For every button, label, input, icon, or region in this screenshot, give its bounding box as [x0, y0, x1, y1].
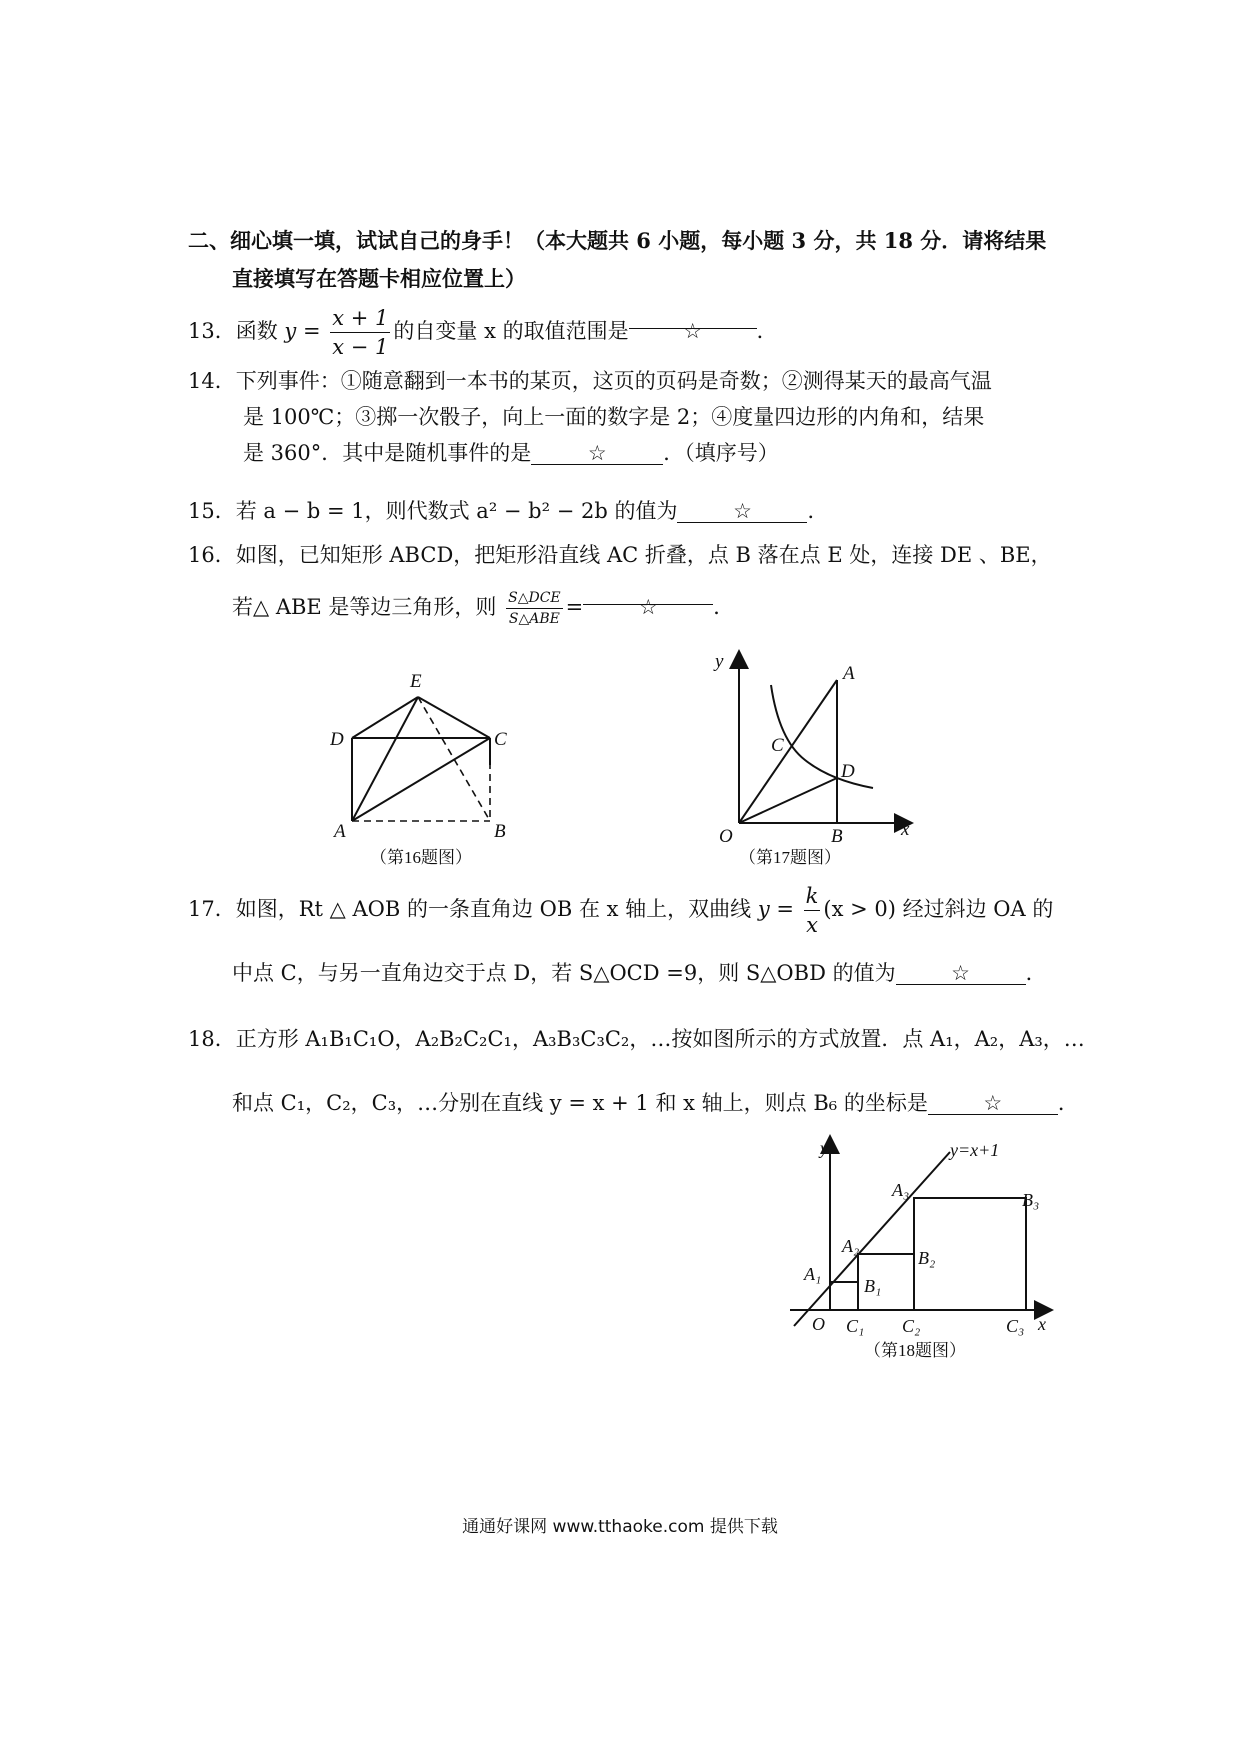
- fig18-label-A1: A₁: [804, 1264, 822, 1284]
- fig16-seg-EC: [418, 697, 490, 738]
- fig18-label-A2: A₂: [842, 1236, 860, 1256]
- fig18-label-y: y: [820, 1138, 828, 1158]
- fig18-label-A3: A₃: [892, 1180, 910, 1200]
- fig18-square-1: [830, 1282, 858, 1310]
- fig17-label-B: B: [831, 826, 843, 847]
- q17-line1-pre: 17．如图，Rt △ AOB 的一条直角边 OB 在 x 轴上，双曲线: [188, 897, 752, 921]
- q17-line2: [232, 958, 1047, 988]
- q16-answer-blank[interactable]: ☆: [583, 578, 713, 605]
- q18-answer-blank[interactable]: ☆: [928, 1088, 1058, 1115]
- fig18-label-C1: C₁: [846, 1316, 865, 1336]
- q13-fraction: [330, 304, 390, 361]
- q18-line1: 18．正方形 A₁B₁C₁O，A₂B₂C₂C₁，A₃B₃C₃C₂，…按如图所示的方式放置．点 A₁，A₂，A₃，…: [188, 1027, 1085, 1051]
- fig16-label-A: A: [334, 821, 346, 842]
- q13-frac-num: x + 1: [330, 304, 390, 333]
- fig18-label-C3: C₃: [1006, 1316, 1025, 1336]
- q16-end: ．: [713, 595, 735, 619]
- fig18-line-y-eq-x-plus-1: [794, 1152, 950, 1326]
- fig16-label-C: C: [494, 729, 507, 750]
- q14-answer-blank[interactable]: ☆: [531, 438, 663, 465]
- question-13: [188, 302, 778, 361]
- q16-frac-num: S△DCE: [506, 588, 563, 609]
- q16-eq: =: [565, 595, 584, 619]
- fig17-label-y: y: [715, 651, 724, 672]
- figure-18: [780, 1130, 1060, 1362]
- fig18-label-B3: B₃: [1022, 1190, 1040, 1210]
- q14-line2: 是 100℃；③掷一次骰子，向上一面的数字是 2；④度量四边形的内角和，结果: [243, 405, 985, 429]
- q13-answer-blank[interactable]: ☆: [629, 302, 757, 329]
- fig18-label-C2: C₂: [902, 1316, 921, 1336]
- fig17-label-O: O: [719, 826, 733, 847]
- q18-line2-pre: 和点 C₁，C₂，C₃，…分别在直线 y = x + 1 和 x 轴上，则点 B₆ 的坐标是: [232, 1091, 928, 1115]
- q15-answer-blank[interactable]: ☆: [677, 496, 807, 523]
- q14-line3: [243, 438, 779, 468]
- section-heading-line2: 直接填写在答题卡相应位置上）: [232, 266, 526, 291]
- q16-line1: 16．如图，已知矩形 ABCD，把矩形沿直线 AC 折叠，点 B 落在点 E 处，连接 DE 、BE，: [188, 543, 1052, 567]
- q17-line1-post: (x > 0) 经过斜边 OA 的: [823, 897, 1054, 921]
- q18-end: ．: [1057, 1091, 1079, 1115]
- q14-line3-post: ．（填序号）: [663, 441, 779, 465]
- q17-frac-num: k: [804, 882, 821, 911]
- fig16-caption: （第16题图）: [370, 848, 472, 867]
- q15-end: ．: [807, 499, 829, 523]
- q17-answer-blank[interactable]: ☆: [896, 958, 1026, 985]
- figure-17: [705, 645, 925, 870]
- fig18-label-x: x: [1038, 1314, 1046, 1334]
- q14-line3-pre: 是 360°．其中是随机事件的是: [243, 441, 532, 465]
- fig17-label-x: x: [901, 819, 910, 840]
- q17-frac-den: x: [806, 913, 818, 937]
- q16-frac-den: S△ABE: [508, 611, 560, 627]
- fig16-label-B: B: [494, 821, 506, 842]
- figure-16: [330, 665, 550, 870]
- fig18-caption: （第18题图）: [864, 1341, 966, 1360]
- q17-func-lhs: y =: [757, 897, 794, 921]
- q14-line1: 14．下列事件：①随意翻到一本书的某页，这页的页码是奇数；②测得某天的最高气温: [188, 369, 992, 393]
- q16-line2: [232, 578, 734, 636]
- q17-line2-pre: 中点 C，与另一直角边交于点 D，若 S△OCD =9，则 S△OBD 的值为: [232, 961, 896, 985]
- question-15: [188, 496, 828, 526]
- fig16-label-D: D: [330, 729, 344, 750]
- fig16-seg-EA: [352, 697, 418, 821]
- q17-end: ．: [1025, 961, 1047, 985]
- q15-text: 若 a − b = 1，则代数式 a² − b² − 2b 的值为: [235, 499, 678, 523]
- section-heading-line1: 二、细心填一填，试试自己的身手！（本大题共 6 小题，每小题 3 分，共 18 分．请将结果: [188, 228, 1047, 253]
- q15-number: 15．: [188, 499, 236, 523]
- q17-line1: [188, 880, 1053, 939]
- fig18-label-line: y=x+1: [950, 1140, 1000, 1160]
- fig17-caption: （第17题图）: [739, 848, 841, 867]
- q16-area-ratio: [506, 588, 563, 629]
- q13-func-lhs: y =: [284, 319, 321, 343]
- q13-post: 的自变量 x 的取值范围是: [393, 319, 629, 343]
- fig18-label-B1: B₁: [864, 1276, 882, 1296]
- fig17-label-D: D: [841, 761, 855, 782]
- page-footer: 通通好课网 www.tthaoke.com 提供下载: [462, 1517, 778, 1537]
- fig18-label-B2: B₂: [918, 1248, 936, 1268]
- fig17-label-A: A: [843, 663, 855, 684]
- fig16-label-E: E: [410, 671, 422, 692]
- q13-number: 13．: [188, 319, 236, 343]
- q16-line2-pre: 若△ ABE 是等边三角形，则: [232, 595, 497, 619]
- q13-end: ．: [756, 319, 778, 343]
- q13-frac-den: x − 1: [332, 335, 389, 359]
- q13-pre: 函数: [235, 319, 278, 343]
- q18-line2: [232, 1088, 1079, 1118]
- fig17-label-C: C: [771, 735, 784, 756]
- fig18-label-O: O: [812, 1314, 825, 1334]
- fig16-diagonal-AC: [352, 738, 490, 821]
- q17-fraction: [804, 882, 821, 939]
